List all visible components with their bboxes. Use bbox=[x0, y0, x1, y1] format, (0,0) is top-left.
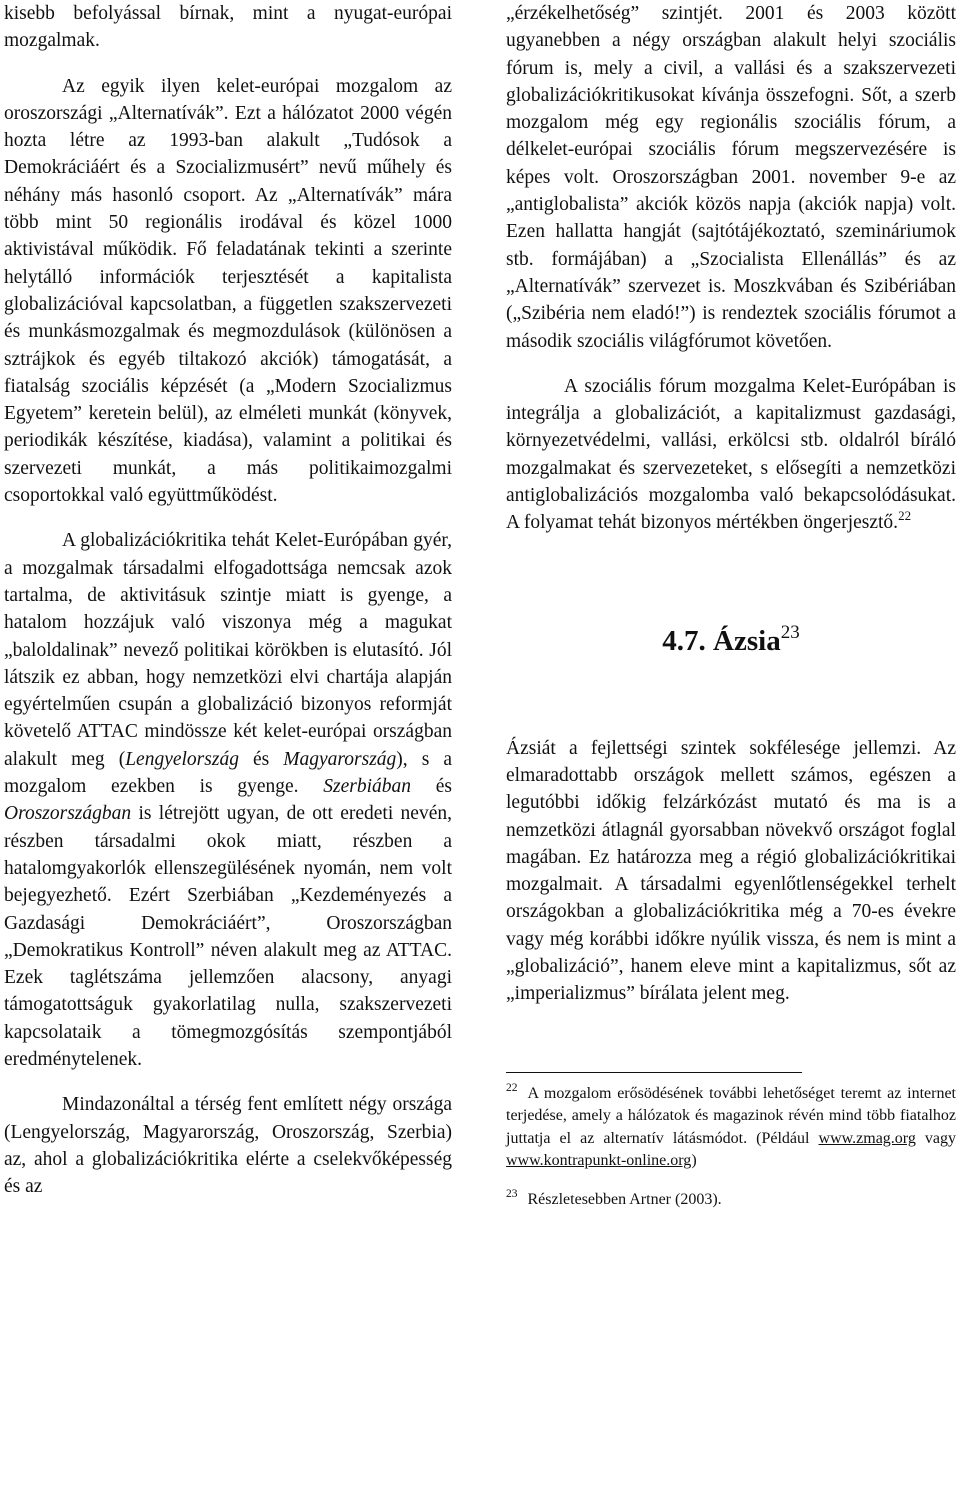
italic-text: Magyarország bbox=[283, 748, 397, 770]
paragraph bbox=[4, 527, 452, 1073]
paragraph: Az egyik ilyen kelet-európai mozgalom az oroszországi „Alternatívák”. Ezt a hálózatot 2000 végén hozta létre az 1993-ban alakult „Tudósok a Demokráciáért és a Szocializmusért” nevű műhely és néhány más hasonló csoport. Az „Alternatívák” mára több mint 50 regionális irodával és közel 1000 aktivistával működik. Fő feladatának tekinti a szerinte helytálló információk terjesztését a kapitalista globalizációval kapcsolatban, a független szakszervezeti és munkásmozgalmak és megmozdulások (különösen a sztrájkok és egyéb tiltakozó akciók) támogatását, a fiatalság szociális képzését (a „Modern Szocializmus Egyetem” keretein belül), az elméleti munkát (könyvek, periodikák készítése, kiadása), valamint a politikai és szervezeti munkát, a más politikaimozgalmi csoportokkal való együttműködést. bbox=[4, 75, 452, 507]
section-heading-text: 4.7. Ázsia bbox=[662, 624, 781, 657]
text-run: ), s a mozgalom ezekben is gyenge. bbox=[4, 748, 452, 798]
paragraph: „érzékelhetőség” szintjét. 2001 és 2003 között ugyanebben a négy országban alakult helyi szociális fórum is, mely a civil, a vallási és a szakszervezeti globalizációkritikusokat kívánja összefogni. Sőt, a szerb mozgalom még egy regionális szociális fórum, a délkelet-európai szociális fórum megszervezésére is képes volt. Oroszországban 2001. november 9-e az „antiglobalista” akciók közös napja (akciók napja) volt. Ezen hallatta hangját (sajtótájékoztató, szemináriumok stb. formájában) a „Szocialista Ellenállás” és az „Alternatívák” szervezet is. Moszkvában és Szibériában („Szibéria nem eladó!”) is rendeztek szociális fórumot a második szociális világfórumot követően. bbox=[506, 3, 956, 352]
footnote-22 bbox=[506, 1077, 956, 1173]
link-kontrapunkt[interactable]: www.kontrapunkt-online.org bbox=[506, 1152, 692, 1170]
footnote-text: A mozgalom erősödésének további lehetőséget teremt az internet terjedése, amely a hálózatok és magazinok révén mind több fiatalhoz juttatja el az alternatív látásmódot. (Például bbox=[506, 1084, 956, 1147]
text-run: is létrejött ugyan, de ott eredeti nevén, részben társadalmi okok miatt, részben a hatalomgyakorlók ellenszegülésének nyomán, nem volt bejegyezhető. Ezért Szerbiában „Kezdeményezés a Gazdasági Demokráciáért”, Oroszországban „Demokratikus Kontroll” néven alakult meg az ATTAC. Ezek taglétszáma jellemzően alacsony, anyagi támogatottságuk gyakorlatilag nulla, szakszervezeti kapcsolataik a tömegmozgósítás szempontjából eredménytelenek. bbox=[4, 803, 452, 1070]
text-run: és bbox=[238, 748, 284, 770]
footnote-text: vagy bbox=[915, 1129, 956, 1147]
paragraph: Ázsiát a fejlettségi szintek sokfélesége jellemzi. Az elmaradottabb országok mellett számos, egészen a legutóbbi időkig felzárkózást mutató és ma is a nemzetközi átlagnál gyorsabban növekvő országot foglal magában. Ez határozza meg a régió globalizációkritikai mozgalmait. A társadalmi egyenlőtlenségekkel terhelt országokban a globalizációkritika még a 70-es évekre vagy még korábbi időkre nyúlik vissza, és nem is mint a „globalizáció”, hanem eleve mint a kapitalizmus, sőt az „imperializmus” bírálata jelent meg. bbox=[506, 737, 956, 1005]
italic-text: Szerbiában bbox=[323, 776, 412, 798]
footnote-ref-22[interactable]: 22 bbox=[898, 508, 912, 524]
footnote-number: 23 bbox=[506, 1187, 518, 1200]
paragraph bbox=[506, 373, 956, 537]
paragraph: Mindazonáltal a térség fent említett négy országa (Lengyelország, Magyarország, Oroszország, Szerbia) az, ahol a globalizációkritika elérte a cselekvőképesség és az bbox=[4, 1094, 452, 1198]
footnote-text: ) bbox=[691, 1152, 697, 1170]
link-zmag[interactable]: www.zmag.org bbox=[818, 1129, 916, 1147]
section-heading bbox=[506, 615, 956, 659]
footnote-23 bbox=[506, 1183, 956, 1212]
paragraph: kisebb befolyással bírnak, mint a nyugat-európai mozgalmak. bbox=[4, 3, 452, 52]
right-column bbox=[506, 0, 956, 1211]
footnote-divider bbox=[506, 1072, 802, 1073]
text-run: A szociális fórum mozgalma Kelet-Európában is integrálja a globalizációt, a kapitalizmust gazdasági, környezetvédelmi, vallási, erkölcsi stb. oldalról bíráló mozgalmakat és szervezeteket, s elősegíti a nemzetközi antiglobalizációs mozgalomba való bekapcsolódásukat. A folyamat tehát bizonyos mértékben öngerjesztő. bbox=[506, 375, 956, 534]
text-run: és bbox=[411, 776, 452, 798]
italic-text: Lengyelország bbox=[125, 748, 239, 770]
footnote-ref-23[interactable]: 23 bbox=[780, 621, 800, 643]
footnotes bbox=[506, 1072, 956, 1212]
footnote-text: Részletesebben Artner (2003). bbox=[527, 1190, 722, 1208]
text-run: A globalizációkritika tehát Kelet-Európában gyér, a mozgalmak társadalmi elfogadottsága nemcsak azok tartalma, de aktivitásuk szintje miatt is gyenge, a hatalom hozzájuk való viszonya még a magukat „baloldalinak” nevező politikai körökben is elutasító. Jól látszik ez abban, hogy nemzetközi elvi chartája alapján egyértelműen csupán a globalizáció bizonyos reformját követelő ATTAC mindössze két kelet-európai országban alakult meg ( bbox=[4, 530, 452, 770]
italic-text: Oroszországban bbox=[4, 803, 132, 825]
left-column bbox=[4, 0, 452, 1200]
footnote-number: 22 bbox=[506, 1081, 518, 1094]
